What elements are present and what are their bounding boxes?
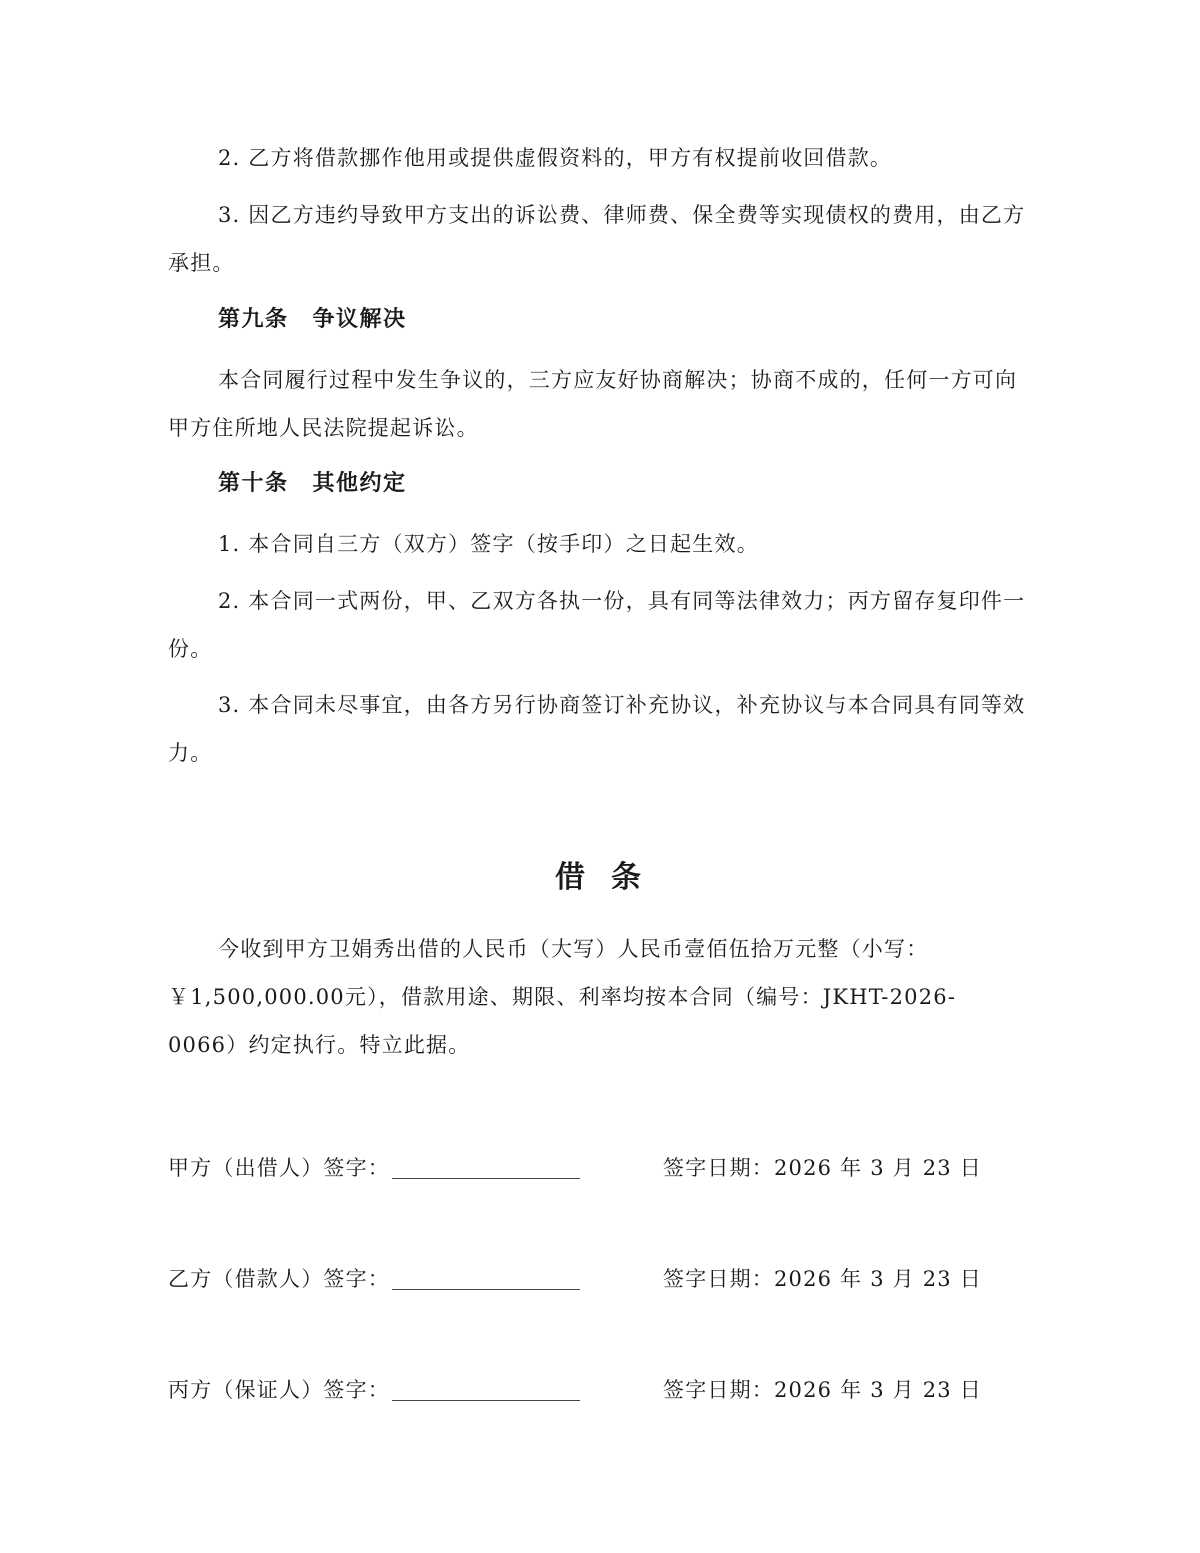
article-9-title: 争议解决 [312, 306, 407, 332]
clause-8-item-2: 2. 乙方将借款挪作他用或提供虚假资料的，甲方有权提前收回借款。 [218, 146, 893, 170]
signature-date: 签字日期：2026 年 3 月 23 日 [663, 1378, 982, 1402]
signature-row-guarantor [168, 1372, 1028, 1408]
article-10-number: 第十条 [218, 470, 289, 496]
signature-blank[interactable] [392, 1267, 580, 1290]
clause-8-item-3: 3. 因乙方违约导致甲方支出的诉讼费、律师费、保全费等实现债权的费用，由乙方承担。 [168, 203, 1026, 275]
signature-date: 签字日期：2026 年 3 月 23 日 [663, 1267, 982, 1291]
article-10-item-2: 2. 本合同一式两份，甲、乙双方各执一份，具有同等法律效力；丙方留存复印件一份。 [168, 589, 1026, 661]
signature-blank[interactable] [392, 1378, 580, 1401]
article-9-body: 本合同履行过程中发生争议的，三方应友好协商解决；协商不成的，任何一方可向甲方住所地人民法院提起诉讼。 [168, 368, 1018, 440]
article-10-item-3: 3. 本合同未尽事宜，由各方另行协商签订补充协议，补充协议与本合同具有同等效力。 [168, 693, 1026, 765]
article-10-item-1: 1. 本合同自三方（双方）签字（按手印）之日起生效。 [218, 532, 759, 556]
receipt-line-2: ￥1,500,000.00元），借款用途、期限、利率均按本合同（编号：JKHT-2026- [168, 985, 957, 1009]
article-9-heading [218, 299, 407, 339]
signature-row-borrower [168, 1261, 1028, 1297]
article-10-heading [218, 463, 407, 503]
receipt-line-1: 今收到甲方卫娟秀出借的人民币（大写）人民币壹佰伍拾万元整（小写： [218, 937, 929, 961]
receipt-line-3: 0066）约定执行。特立此据。 [168, 1033, 471, 1057]
signature-label: 丙方（保证人）签字： [168, 1378, 390, 1402]
signature-date: 签字日期：2026 年 3 月 23 日 [663, 1156, 982, 1180]
article-10-title: 其他约定 [312, 470, 407, 496]
signature-label: 乙方（借款人）签字： [168, 1267, 390, 1291]
signature-label: 甲方（出借人）签字： [168, 1156, 390, 1180]
receipt-body [168, 925, 1028, 1069]
signature-row-lender [168, 1150, 1028, 1186]
signature-blank[interactable] [392, 1156, 580, 1179]
receipt-title: 借条 [555, 860, 667, 895]
article-9-number: 第九条 [218, 306, 289, 332]
